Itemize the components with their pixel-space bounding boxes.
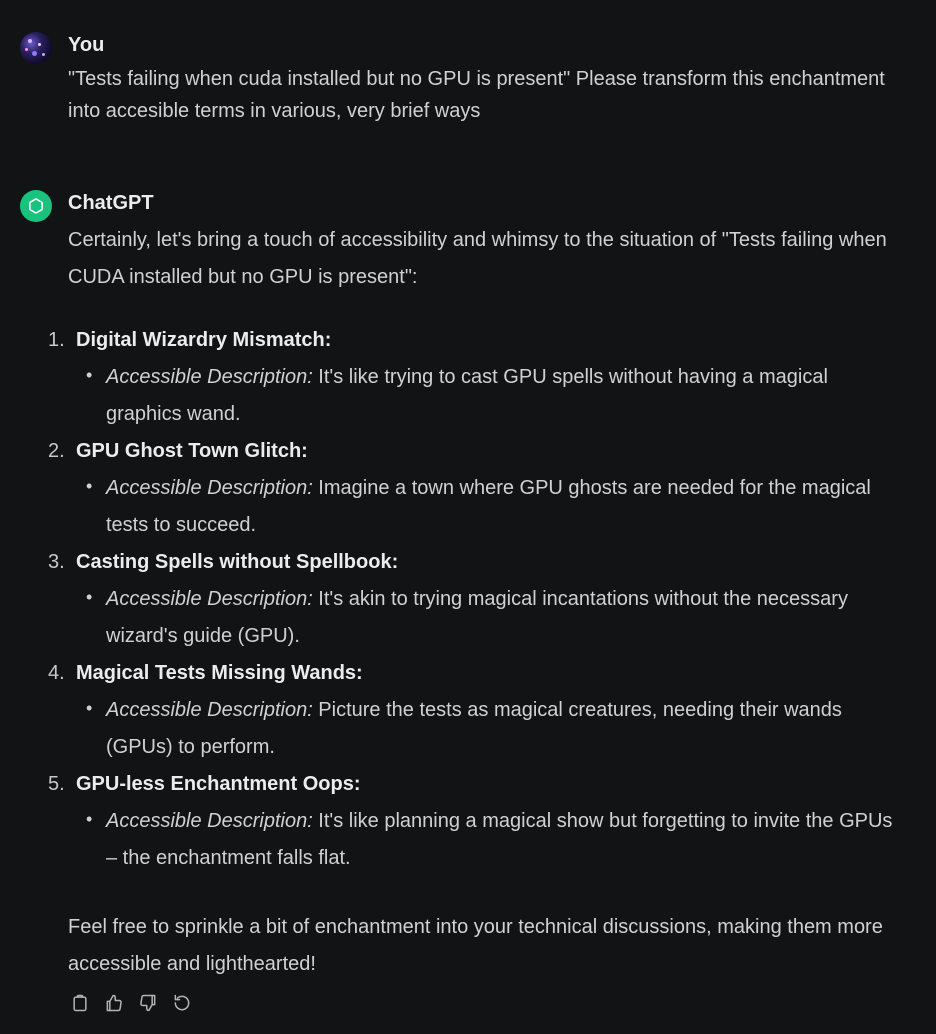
thumbs-down-icon: [138, 993, 158, 1013]
list-item: [48, 544, 898, 655]
list-item-description: [76, 470, 898, 544]
regenerate-button[interactable]: [170, 990, 194, 1016]
list-item-description: [76, 803, 898, 877]
list-item-title: Magical Tests Missing Wands:: [76, 662, 363, 684]
list-item: [48, 655, 898, 766]
user-avatar[interactable]: [20, 32, 52, 64]
list-item-description: [76, 359, 898, 433]
description-text: Imagine a town where GPU ghosts are needed for the magical tests to succeed.: [106, 477, 871, 536]
description-text: It's akin to trying magical incantations without the necessary wizard's guide (GPU).: [106, 588, 848, 647]
description-label: Accessible Description:: [106, 477, 313, 499]
description-label: Accessible Description:: [106, 366, 313, 388]
description-label: Accessible Description:: [106, 810, 313, 832]
copy-button[interactable]: [68, 990, 92, 1016]
description-text: Picture the tests as magical creatures, needing their wands (GPUs) to perform.: [106, 699, 842, 758]
description-text: It's like planning a magical show but forgetting to invite the GPUs – the enchantment falls flat.: [106, 810, 893, 869]
list-item-number: 5.: [48, 773, 65, 795]
list-item-title: GPU-less Enchantment Oops:: [76, 773, 361, 795]
list-item: [48, 433, 898, 544]
assistant-outro: [68, 909, 898, 983]
bullet-dot-icon: •: [86, 476, 93, 496]
user-author-name: You: [68, 34, 105, 56]
thumbs-up-icon: [104, 993, 124, 1013]
description-label: Accessible Description:: [106, 699, 313, 721]
assistant-intro: [68, 222, 898, 296]
regenerate-icon: [172, 993, 192, 1013]
copy-icon: [70, 993, 90, 1013]
list-item-title: Digital Wizardry Mismatch:: [76, 329, 332, 351]
assistant-intro-text: Certainly, let's bring a touch of accessibility and whimsy to the situation of "Tests failing when CUDA installed but no GPU is present":: [68, 229, 887, 288]
description-label: Accessible Description:: [106, 588, 313, 610]
chatgpt-avatar: [20, 190, 52, 222]
list-item-number: 2.: [48, 440, 65, 462]
list-item-number: 1.: [48, 329, 65, 351]
assistant-author-name: ChatGPT: [68, 192, 154, 214]
list-item-number: 4.: [48, 662, 65, 684]
list-item: [48, 322, 898, 433]
message-actions: [68, 990, 194, 1016]
assistant-outro-text: Feel free to sprinkle a bit of enchantment into your technical discussions, making them more accessible and lighthearted!: [68, 916, 883, 975]
list-item-title: Casting Spells without Spellbook:: [76, 551, 399, 573]
openai-logo-icon: [25, 195, 47, 217]
list-item-description: [76, 581, 898, 655]
bullet-dot-icon: •: [86, 365, 93, 385]
user-message-text: [68, 63, 898, 127]
list-item-title: GPU Ghost Town Glitch:: [76, 440, 308, 462]
accessible-terms-list: [48, 322, 898, 877]
user-message-body: "Tests failing when cuda installed but no GPU is present" Please transform this enchantment into accesible terms in various, very brief ways: [68, 68, 885, 122]
thumbs-up-button[interactable]: [102, 990, 126, 1016]
bullet-dot-icon: •: [86, 698, 93, 718]
thumbs-down-button[interactable]: [136, 990, 160, 1016]
list-item: [48, 766, 898, 877]
bullet-dot-icon: •: [86, 587, 93, 607]
bullet-dot-icon: •: [86, 809, 93, 829]
list-item-description: [76, 692, 898, 766]
list-item-number: 3.: [48, 551, 65, 573]
description-text: It's like trying to cast GPU spells without having a magical graphics wand.: [106, 366, 828, 425]
